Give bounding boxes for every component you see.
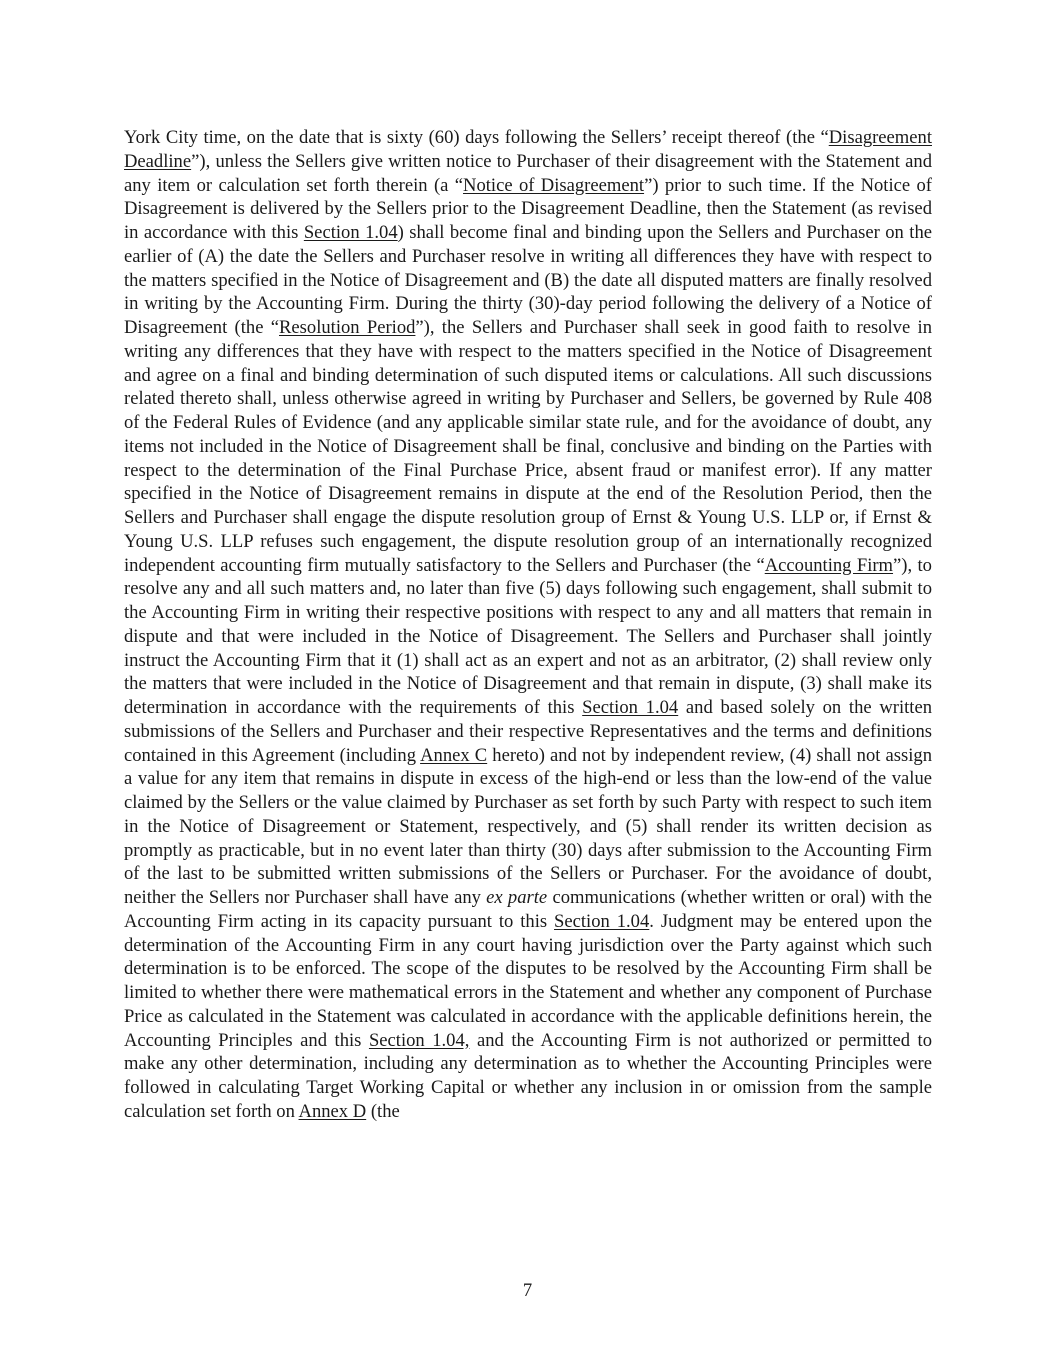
page-number: 7: [522, 1280, 533, 1301]
text-run: . Judgment may be entered upon the determination of the Accounting Firm in any court having jurisdiction over the Party against which such determination is to be enforced. The scope of the disputes to be resolved by the Accounting Firm shall be limited to whether there were mathematical errors in the Statement and whether any component of Purchase Price as calculated in the Statement was calculated in accordance with the applicable definitions herein, the Accounting Principles and this: [124, 910, 932, 1051]
section-reference: Section 1.04: [303, 222, 398, 243]
section-reference: Section 1.04: [554, 910, 650, 932]
text-run: communications (whether written or oral) with the Accounting Firm acting in its capacity pursuant to this: [124, 887, 932, 932]
text-run: and the Accounting Firm is not authorized or permitted to make any other determination, including any determination as to whether the Accounting Principles were followed in calculating Target Working Capital or whether any inclusion in or omission from the sample calculation set forth on: [124, 1029, 932, 1122]
body-paragraph: [124, 126, 932, 1124]
text-run: hereto) and not by independent review, (4) shall not assign a value for any item that remains in dispute in excess of the high-end or less than the low-end of the value claimed by the Sellers or the value claimed by Purchaser as set forth by such Party with respect to such item in the Notice of Disagreement or Statement, respectively, and (5) shall render its written decision as promptly as practicable, but in no event later than thirty (30) days after submission to the Accounting Firm of the last to be submitted written submissions of the Sellers or Purchaser. For the avoidance of doubt, neither the Sellers nor Purchaser shall have any: [124, 744, 932, 908]
text-run: (the: [366, 1100, 400, 1122]
italic-term: ex parte: [486, 887, 548, 908]
annex-reference: Annex D: [298, 1100, 367, 1122]
annex-reference: Annex C: [420, 744, 488, 766]
section-reference: Section 1.04: [582, 697, 679, 718]
defined-term-notice-of-disagreement: Notice of Disagreement: [463, 174, 645, 196]
text-run: ”), the Sellers and Purchaser shall seek in good faith to resolve in writing any differences that they have with respect to the matters specified in the Notice of Disagreement and agree on a final and binding determination of such disputed items or calculations. All such discussions related thereto shall, unless otherwise agreed in writing by Purchaser and Sellers, be governed by Rule 408 of the Federal Rules of Evidence (and any applicable similar state rule, and for the avoidance of doubt, any items not included in the Notice of Disagreement shall be final, conclusive and binding on the Parties with respect to the determination of the Final Purchase Price, absent fraud or manifest error). If any matter specified in the Notice of Disagreement remains in dispute at the end of the Resolution Period, then the Sellers and Purchaser shall engage the dispute resolution group of Ernst & Young U.S. LLP or, if Ernst & Young U.S. LLP refuses such engagement, the dispute resolution group of an internationally recognized independent accounting firm mutually satisfactory to the Sellers and Purchaser (the “: [124, 317, 932, 576]
text-run: ) shall become final and binding upon the Sellers and Purchaser on the earlier of (A) the date the Sellers and Purchaser resolve in writing all differences they have with respect to the matters specified in the Notice of Disagreement and (B) the date all disputed matters are finally resolved in writing by the Accounting Firm. During the thirty (30)-day period following the delivery of a Notice of Disagreement (the “: [124, 222, 933, 338]
text-run: ”), to resolve any and all such matters and, no later than five (5) days following such engagement, shall submit to the Accounting Firm in writing their respective positions with respect to any and all matters that remain in dispute and that were included in the Notice of Disagreement. The Sellers and Purchaser shall jointly instruct the Accounting Firm that it (1) shall act as an expert and not as an arbitrator, (2) shall review only the matters that were included in the Notice of Disagreement and that remain in dispute, (3) shall make its determination in accordance with the requirements of this: [124, 554, 932, 718]
text-run: and based solely on the written submissions of the Sellers and Purchaser and their respective Representatives and the terms and definitions contained in this Agreement (including: [124, 697, 933, 766]
text-run: ”) prior to such time. If the Notice of Disagreement is delivered by the Sellers prior to the Disagreement Deadline, then the Statement (as revised in accordance with this: [124, 174, 932, 243]
section-reference: Section 1.04,: [368, 1029, 470, 1051]
defined-term-resolution-period: Resolution Period: [279, 317, 416, 338]
defined-term-disagreement-deadline: Disagreement Deadline: [124, 127, 932, 172]
text-run: ”), unless the Sellers give written notice to Purchaser of their disagreement with the Statement and any item or calculation set forth therein (a “: [124, 150, 932, 196]
text-run: York City time, on the date that is sixty (60) days following the Sellers’ receipt thereof (the “: [124, 127, 829, 148]
defined-term-accounting-firm: Accounting Firm: [764, 554, 894, 576]
